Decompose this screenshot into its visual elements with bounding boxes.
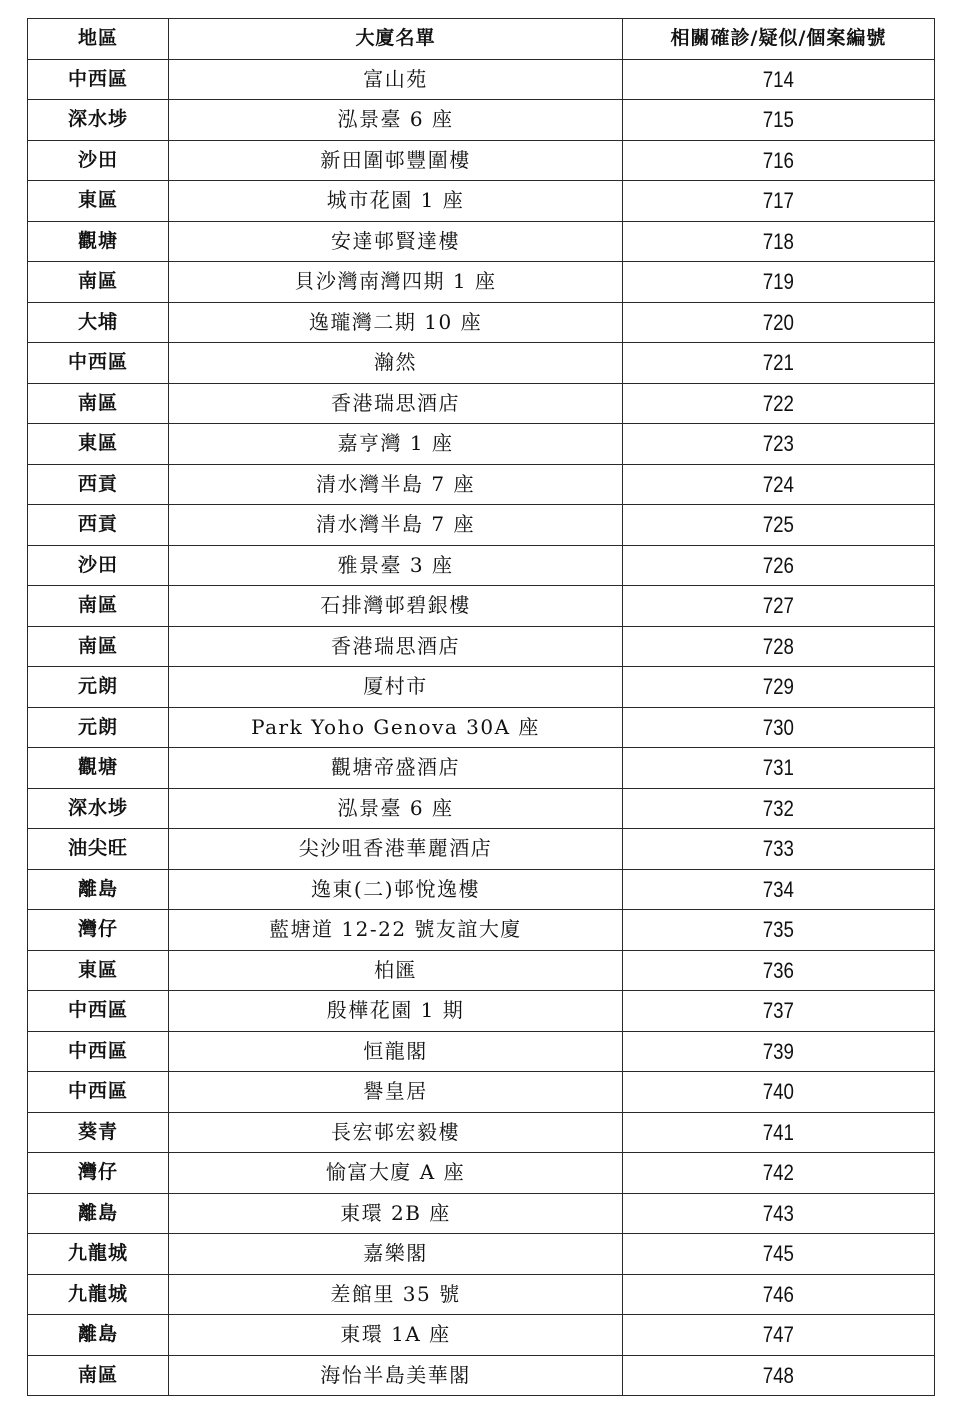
cell-district: 南區 <box>28 586 169 627</box>
header-district: 地區 <box>28 19 169 60</box>
table-row <box>28 1031 935 1072</box>
cell-district: 九龍城 <box>28 1274 169 1315</box>
cell-district: 深水埗 <box>28 788 169 829</box>
table-row <box>28 1274 935 1315</box>
cell-case-number <box>623 302 935 343</box>
cell-building: 新田圍邨豐圍樓 <box>169 140 623 181</box>
table-row <box>28 383 935 424</box>
cell-district: 離島 <box>28 869 169 910</box>
cell-case-number <box>623 262 935 303</box>
table-row <box>28 1072 935 1113</box>
case-number-text: 739 <box>762 1038 795 1064</box>
case-number-text: 721 <box>762 350 795 376</box>
table-row <box>28 262 935 303</box>
cell-building: 差館里 35 號 <box>169 1274 623 1315</box>
cell-district: 東區 <box>28 424 169 465</box>
cell-district: 中西區 <box>28 991 169 1032</box>
case-number-text: 748 <box>762 1362 795 1388</box>
case-number-text: 742 <box>762 1160 795 1186</box>
cell-building: 藍塘道 12-22 號友誼大廈 <box>169 910 623 951</box>
cell-case-number <box>623 1193 935 1234</box>
cell-case-number <box>623 383 935 424</box>
case-number-text: 724 <box>762 471 795 497</box>
case-number-text: 714 <box>762 66 795 92</box>
table-row <box>28 1153 935 1194</box>
cell-case-number <box>623 1274 935 1315</box>
table-row <box>28 464 935 505</box>
header-case-numbers: 相關確診/疑似/個案編號 <box>623 19 935 60</box>
cell-case-number <box>623 707 935 748</box>
cell-building: 安達邨賢達樓 <box>169 221 623 262</box>
cell-case-number <box>623 869 935 910</box>
case-number-text: 728 <box>762 633 795 659</box>
case-number-text: 743 <box>762 1200 795 1226</box>
table-row <box>28 667 935 708</box>
cell-building: 譽皇居 <box>169 1072 623 1113</box>
case-number-text: 732 <box>762 795 795 821</box>
cell-district: 南區 <box>28 262 169 303</box>
cell-case-number <box>623 140 935 181</box>
case-number-text: 723 <box>762 431 795 457</box>
cell-district: 灣仔 <box>28 910 169 951</box>
case-number-text: 745 <box>762 1241 795 1267</box>
cell-case-number <box>623 1112 935 1153</box>
table-row <box>28 950 935 991</box>
cell-district: 沙田 <box>28 140 169 181</box>
cell-building: 貝沙灣南灣四期 1 座 <box>169 262 623 303</box>
cell-district: 中西區 <box>28 343 169 384</box>
case-number-text: 747 <box>762 1322 795 1348</box>
cell-case-number <box>623 1355 935 1396</box>
cell-district: 中西區 <box>28 1072 169 1113</box>
cell-district: 沙田 <box>28 545 169 586</box>
cell-building: 富山苑 <box>169 59 623 100</box>
cell-building: 尖沙咀香港華麗酒店 <box>169 829 623 870</box>
table-row <box>28 1112 935 1153</box>
case-number-text: 733 <box>762 836 795 862</box>
cell-building: 海怡半島美華閣 <box>169 1355 623 1396</box>
case-number-text: 715 <box>762 107 795 133</box>
cell-case-number <box>623 788 935 829</box>
cell-building: 逸東(二)邨悅逸樓 <box>169 869 623 910</box>
cell-case-number <box>623 343 935 384</box>
cell-district: 元朗 <box>28 667 169 708</box>
table-row <box>28 221 935 262</box>
cell-building: 厦村市 <box>169 667 623 708</box>
table-row <box>28 991 935 1032</box>
case-number-text: 736 <box>762 957 795 983</box>
cell-district: 灣仔 <box>28 1153 169 1194</box>
table-row <box>28 1355 935 1396</box>
table-row <box>28 1234 935 1275</box>
cell-building: Park Yoho Genova 30A 座 <box>169 707 623 748</box>
cell-building: 東環 1A 座 <box>169 1315 623 1356</box>
cell-building: 清水灣半島 7 座 <box>169 464 623 505</box>
cell-district: 南區 <box>28 383 169 424</box>
cell-case-number <box>623 464 935 505</box>
cell-district: 葵青 <box>28 1112 169 1153</box>
cell-building: 香港瑞思酒店 <box>169 383 623 424</box>
cell-case-number <box>623 1031 935 1072</box>
table-row <box>28 1193 935 1234</box>
cell-case-number <box>623 100 935 141</box>
cell-district: 西貢 <box>28 505 169 546</box>
case-number-text: 741 <box>762 1119 795 1145</box>
cell-district: 離島 <box>28 1193 169 1234</box>
case-number-text: 722 <box>762 390 795 416</box>
cell-case-number <box>623 505 935 546</box>
table-row <box>28 343 935 384</box>
cell-case-number <box>623 667 935 708</box>
table-row <box>28 1315 935 1356</box>
cell-district: 西貢 <box>28 464 169 505</box>
cell-district: 南區 <box>28 1355 169 1396</box>
cell-building: 長宏邨宏毅樓 <box>169 1112 623 1153</box>
table-row <box>28 181 935 222</box>
table-row <box>28 100 935 141</box>
cell-case-number <box>623 910 935 951</box>
cell-building: 嘉亨灣 1 座 <box>169 424 623 465</box>
table-row <box>28 788 935 829</box>
cell-building: 石排灣邨碧銀樓 <box>169 586 623 627</box>
table-row <box>28 707 935 748</box>
cell-case-number <box>623 221 935 262</box>
cell-case-number <box>623 991 935 1032</box>
cell-building: 逸瓏灣二期 10 座 <box>169 302 623 343</box>
cell-district: 九龍城 <box>28 1234 169 1275</box>
table-header-row <box>28 19 935 60</box>
cell-district: 中西區 <box>28 1031 169 1072</box>
cell-case-number <box>623 626 935 667</box>
cell-district: 南區 <box>28 626 169 667</box>
table-row <box>28 545 935 586</box>
cell-case-number <box>623 1153 935 1194</box>
case-number-text: 717 <box>762 188 795 214</box>
cell-building: 愉富大廈 A 座 <box>169 1153 623 1194</box>
cell-building: 殷樺花園 1 期 <box>169 991 623 1032</box>
cell-building: 恒龍閣 <box>169 1031 623 1072</box>
cell-case-number <box>623 181 935 222</box>
cell-case-number <box>623 1234 935 1275</box>
table-row <box>28 829 935 870</box>
cell-case-number <box>623 1315 935 1356</box>
cell-district: 離島 <box>28 1315 169 1356</box>
case-number-text: 746 <box>762 1281 795 1307</box>
cell-district: 中西區 <box>28 59 169 100</box>
table-row <box>28 586 935 627</box>
cell-building: 城市花園 1 座 <box>169 181 623 222</box>
case-number-text: 716 <box>762 147 795 173</box>
cell-case-number <box>623 950 935 991</box>
cell-building: 雅景臺 3 座 <box>169 545 623 586</box>
case-number-text: 731 <box>762 755 795 781</box>
case-number-text: 735 <box>762 917 795 943</box>
cell-building: 瀚然 <box>169 343 623 384</box>
table-row <box>28 869 935 910</box>
case-number-text: 725 <box>762 512 795 538</box>
cell-district: 深水埗 <box>28 100 169 141</box>
cell-case-number <box>623 59 935 100</box>
table-row <box>28 626 935 667</box>
table-row <box>28 59 935 100</box>
cell-district: 大埔 <box>28 302 169 343</box>
table-row <box>28 505 935 546</box>
buildings-table <box>27 18 935 1396</box>
table-body <box>28 59 935 1396</box>
cell-district: 油尖旺 <box>28 829 169 870</box>
table-row <box>28 424 935 465</box>
cell-building: 嘉樂閣 <box>169 1234 623 1275</box>
cell-building: 泓景臺 6 座 <box>169 100 623 141</box>
cell-case-number <box>623 1072 935 1113</box>
cell-case-number <box>623 586 935 627</box>
cell-district: 元朗 <box>28 707 169 748</box>
case-number-text: 718 <box>762 228 795 254</box>
cell-building: 清水灣半島 7 座 <box>169 505 623 546</box>
table-row <box>28 910 935 951</box>
cell-case-number <box>623 829 935 870</box>
cell-case-number <box>623 545 935 586</box>
cell-building: 香港瑞思酒店 <box>169 626 623 667</box>
cell-building: 柏匯 <box>169 950 623 991</box>
cell-district: 東區 <box>28 950 169 991</box>
case-number-text: 726 <box>762 552 795 578</box>
cell-district: 觀塘 <box>28 748 169 789</box>
cell-district: 東區 <box>28 181 169 222</box>
case-number-text: 740 <box>762 1079 795 1105</box>
case-number-text: 727 <box>762 593 795 619</box>
cell-building: 觀塘帝盛酒店 <box>169 748 623 789</box>
cell-building: 東環 2B 座 <box>169 1193 623 1234</box>
case-number-text: 737 <box>762 998 795 1024</box>
case-number-text: 719 <box>762 269 795 295</box>
table-row <box>28 140 935 181</box>
case-number-text: 730 <box>762 714 795 740</box>
table-row <box>28 748 935 789</box>
case-number-text: 729 <box>762 674 795 700</box>
case-number-text: 720 <box>762 309 795 335</box>
header-building: 大廈名單 <box>169 19 623 60</box>
cell-building: 泓景臺 6 座 <box>169 788 623 829</box>
case-number-text: 734 <box>762 876 795 902</box>
table-row <box>28 302 935 343</box>
cell-case-number <box>623 748 935 789</box>
cell-district: 觀塘 <box>28 221 169 262</box>
cell-case-number <box>623 424 935 465</box>
